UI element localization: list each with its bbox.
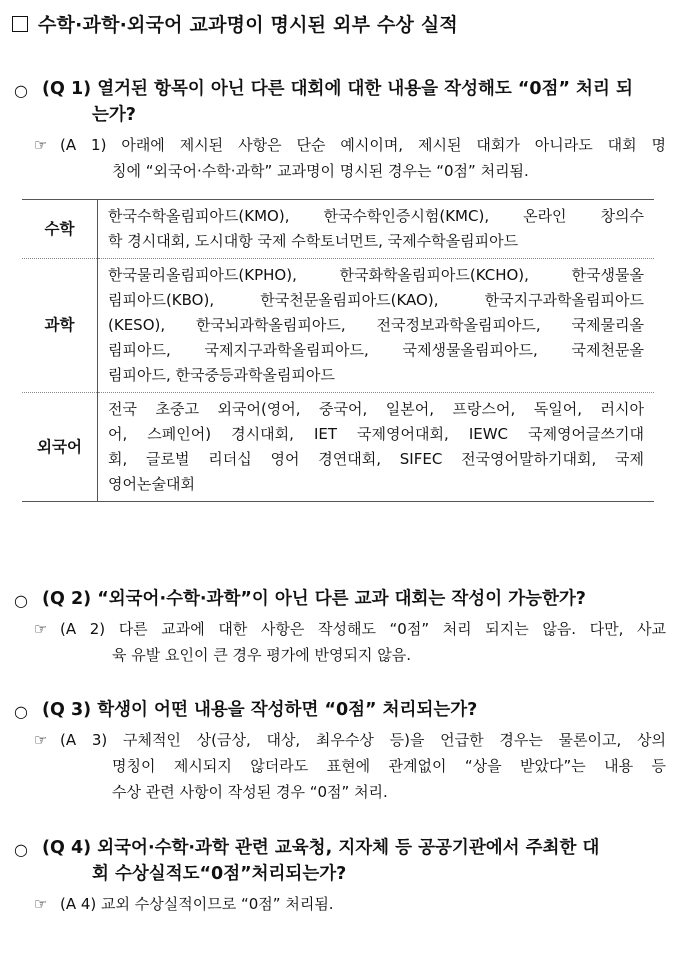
pointing-hand-icon: ☞ (34, 731, 48, 749)
hollow-circle-bullet-icon: ○ (14, 840, 28, 859)
table-cell-line: 영어논술대회 (108, 475, 195, 493)
section-title-text: 수학·과학·외국어 교과명이 명시된 외부 수상 실적 (38, 14, 458, 36)
qa-item-4 (0, 835, 680, 917)
table-row-content (98, 200, 655, 259)
answer-1-line-1: (A 1) 아래에 제시된 사항은 단순 예시이며, 제시된 대회가 아니라도 대회 명 (60, 136, 666, 154)
pointing-hand-icon: ☞ (34, 895, 48, 913)
answer-4 (0, 891, 680, 917)
table-row (22, 259, 654, 393)
question-2 (0, 586, 680, 612)
answer-2-line-2: 육 유발 요인이 큰 경우 평가에 반영되지 않음. (112, 646, 411, 664)
hollow-circle-bullet-icon: ○ (14, 81, 28, 100)
qa-item-2 (0, 586, 680, 668)
table-row-head: 외국어 (22, 393, 98, 502)
answer-1-line-2: 칭에 “외국어·수학·과학” 교과명이 명시된 경우는 “0점” 처리됨. (112, 162, 529, 180)
question-4-line-2: 회 수상실적도“0점”처리되는가? (92, 864, 347, 884)
question-1-line-1: (Q 1) 열거된 항목이 아닌 다른 대회에 대한 내용을 작성해도 “0점” 처리 되 (42, 79, 633, 99)
answer-4-line-1: (A 4) 교외 수상실적이므로 “0점” 처리됨. (60, 895, 334, 913)
hollow-circle-bullet-icon: ○ (14, 702, 28, 721)
table-cell-line: 한국수학올림피아드(KMO), 한국수학인증시험(KMC), 온라인 창의수 (108, 207, 644, 225)
table-row-head: 과학 (22, 259, 98, 393)
question-1-line-2: 는가? (92, 105, 136, 125)
competition-table (22, 199, 654, 502)
table-cell-line: 림피아드, 한국중등과학올림피아드 (108, 366, 335, 384)
answer-3-line-1: (A 3) 구체적인 상(금상, 대상, 최우수상 등)을 언급한 경우는 물론이고, 상의 (60, 731, 666, 749)
pointing-hand-icon: ☞ (34, 136, 48, 154)
question-3 (0, 697, 680, 723)
question-2-line-1: (Q 2) “외국어·수학·과학”이 아닌 다른 교과 대회는 작성이 가능한가? (42, 589, 586, 609)
table-row-head: 수학 (22, 200, 98, 259)
table-cell-line: 림피아드(KBO), 한국천문올림피아드(KAO), 한국지구과학올림피아드 (108, 291, 644, 309)
section-title (12, 10, 458, 37)
table-cell-line: 림피아드, 국제지구과학올림피아드, 국제생물올림피아드, 국제천문올 (108, 341, 644, 359)
table-row (22, 393, 654, 502)
pointing-hand-icon: ☞ (34, 620, 48, 638)
answer-3-line-2: 명칭이 제시되지 않더라도 표현에 관계없이 “상을 받았다”는 내용 등 (112, 757, 666, 775)
question-4-line-1: (Q 4) 외국어·수학·과학 관련 교육청, 지자체 등 공공기관에서 주최한 대 (42, 838, 600, 858)
table-cell-line: 한국물리올림피아드(KPHO), 한국화학올림피아드(KCHO), 한국생물올 (108, 266, 644, 284)
empty-square-icon (12, 16, 28, 32)
answer-2 (0, 616, 680, 668)
table-row (22, 200, 654, 259)
table-row-content (98, 259, 655, 393)
table-cell-line: 어, 스페인어) 경시대회, IET 국제영어대회, IEWC 국제영어글쓰기대 (108, 425, 644, 443)
table-cell-line: 회, 글로벌 리더십 영어 경연대회, SIFEC 전국영어말하기대회, 국제 (108, 450, 644, 468)
table-cell-line: 전국 초중고 외국어(영어, 중국어, 일본어, 프랑스어, 독일어, 러시아 (108, 400, 644, 418)
question-3-line-1: (Q 3) 학생이 어떤 내용을 작성하면 “0점” 처리되는가? (42, 700, 478, 720)
qa-item-1 (0, 76, 680, 184)
answer-3-line-3: 수상 관련 사항이 작성된 경우 “0점” 처리. (112, 783, 388, 801)
question-4 (0, 835, 680, 887)
answer-2-line-1: (A 2) 다른 교과에 대한 사항은 작성해도 “0점” 처리 되지는 않음. 다만, 사교 (60, 620, 666, 638)
table-cell-line: (KESO), 한국뇌과학올림피아드, 전국정보과학올림피아드, 국제물리올 (108, 316, 644, 334)
hollow-circle-bullet-icon: ○ (14, 591, 28, 610)
qa-item-3 (0, 697, 680, 805)
answer-1 (0, 132, 680, 184)
table-cell-line: 학 경시대회, 도시대항 국제 수학토너먼트, 국제수학올림피아드 (108, 232, 519, 250)
answer-3 (0, 727, 680, 805)
table-row-content (98, 393, 655, 502)
question-1 (0, 76, 680, 128)
